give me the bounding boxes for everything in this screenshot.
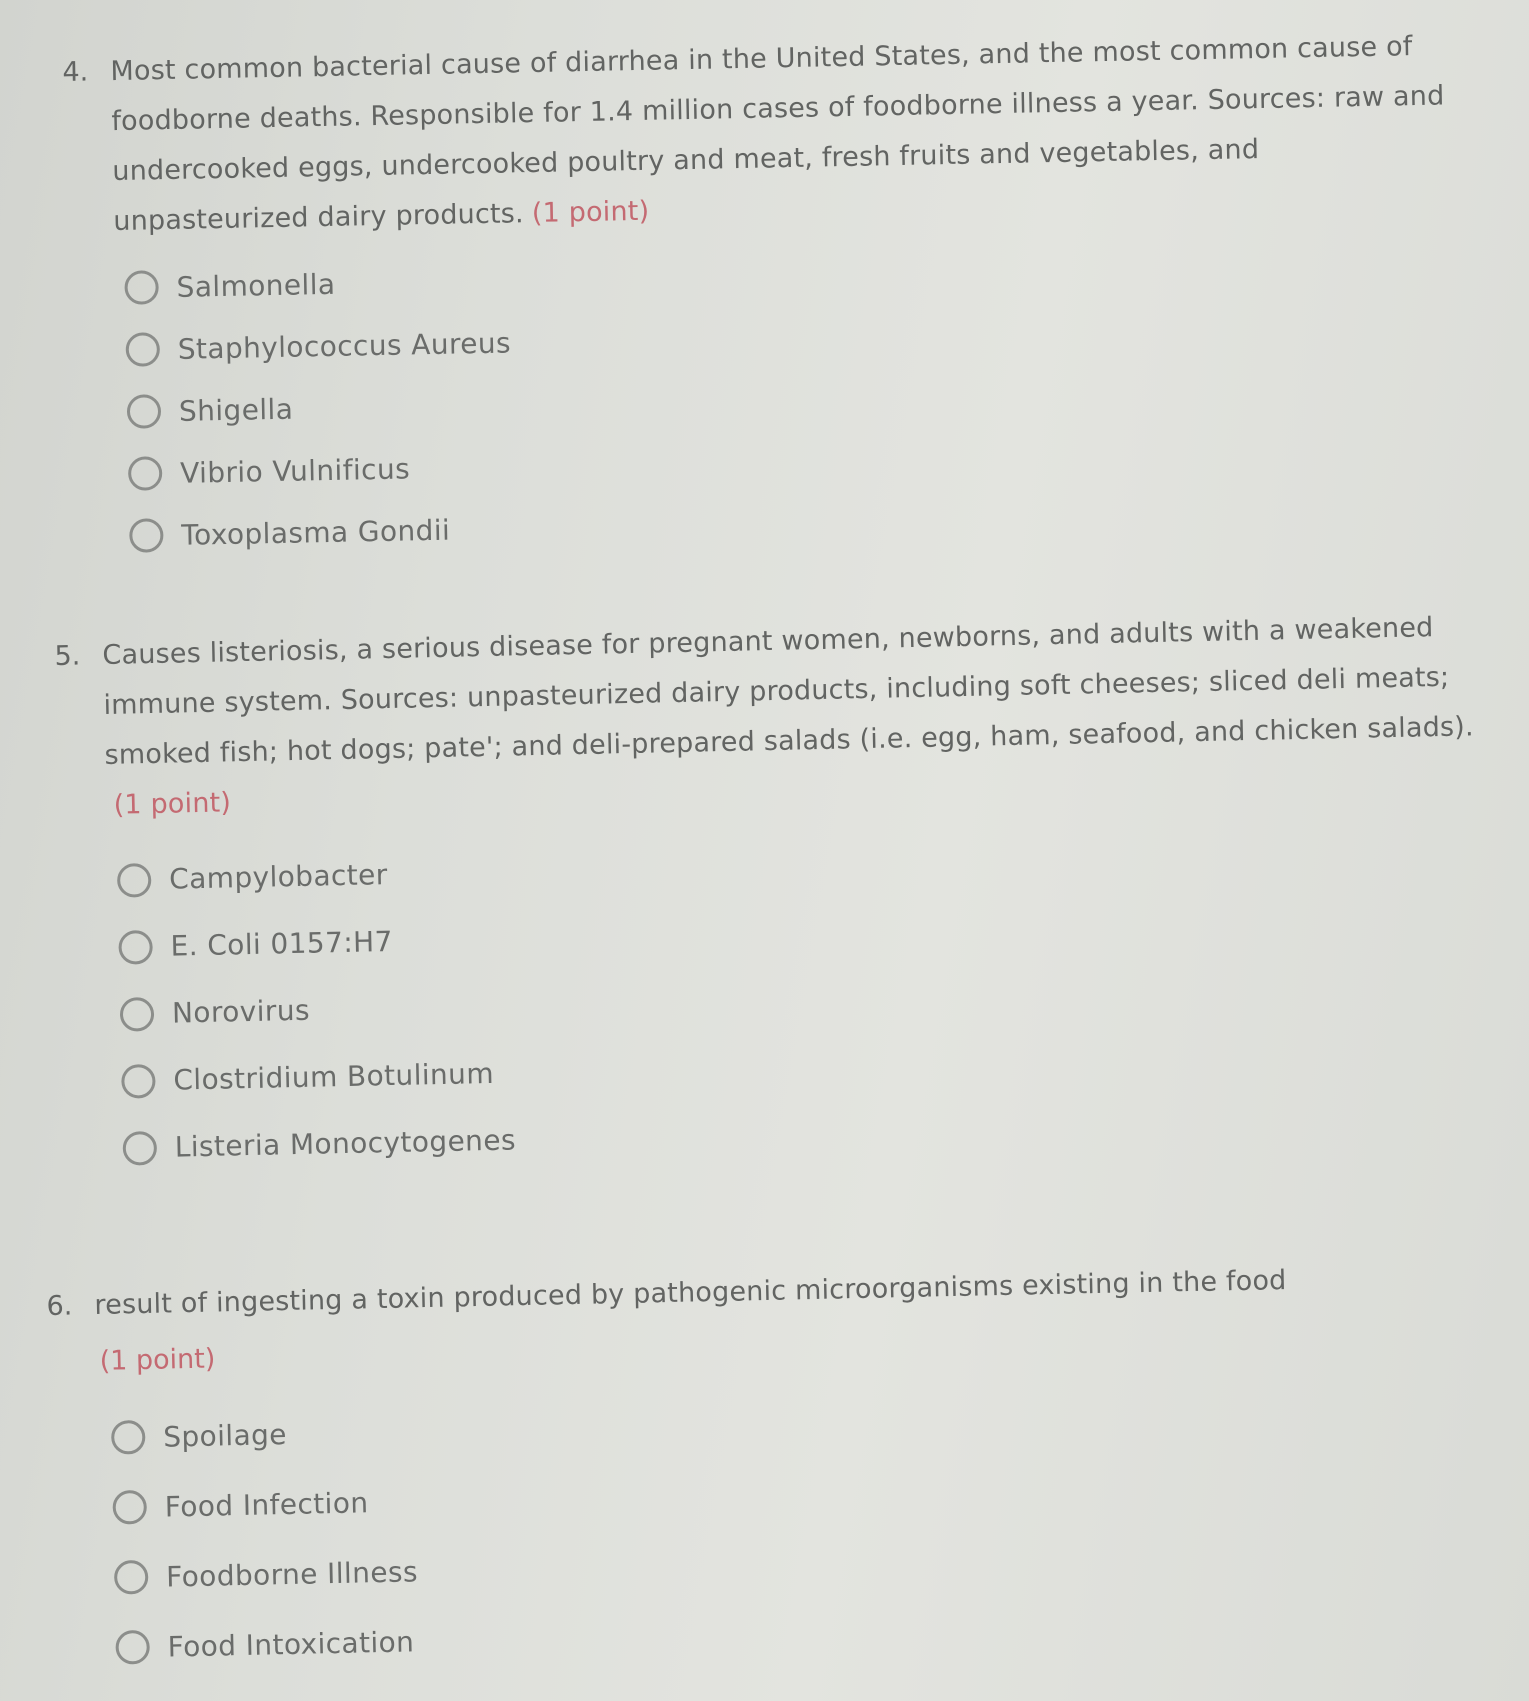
question-text: result of ingesting a toxin produced by pathogenic microorganisms existing in the food <box>94 1265 1287 1321</box>
option-label: Listeria Monocytogenes <box>174 1123 517 1164</box>
answer-options <box>117 818 1486 1181</box>
question-number: 5. <box>54 640 81 672</box>
radio-button-icon[interactable] <box>122 1130 157 1165</box>
radio-button-icon[interactable] <box>114 1560 149 1595</box>
option-label: E. Coli 0157:H7 <box>170 924 394 963</box>
radio-button-icon[interactable] <box>125 332 160 367</box>
question-6 <box>46 1252 1484 1684</box>
radio-button-icon[interactable] <box>117 863 152 898</box>
radio-button-icon[interactable] <box>124 270 159 305</box>
option-label: Food Infection <box>164 1485 369 1524</box>
option-label: Campylobacter <box>168 858 388 896</box>
question-text <box>102 602 1476 831</box>
question-prompt: Most common bacterial cause of diarrhea in the United States, and the most common cause of foodborne deaths. Responsible for 1.4 million cases of foodborne illness a year. Sources: raw and undercooked eggs, undercooked poultry and meat, fresh fruits and vegetables, and unpasteurized dairy products. <box>110 31 1445 238</box>
points-label: (1 point) <box>531 195 650 230</box>
question-5 <box>54 602 1485 1183</box>
radio-button-icon[interactable] <box>118 930 153 965</box>
question-text <box>110 21 1454 247</box>
question-prompt: Causes listeriosis, a serious disease for pregnant women, newborns, and adults with a weakened immune system. Sources: unpasteurized dairy products, including soft cheeses; sliced deli meats; smoked fish; hot dogs; pate'; and deli-prepared salads (i.e. egg, ham, seafood, and chicken salads). <box>102 612 1475 771</box>
radio-button-icon[interactable] <box>128 456 163 491</box>
option-label: Clostridium Botulinum <box>173 1056 495 1097</box>
points-label: (1 point) <box>113 787 232 821</box>
radio-button-icon[interactable] <box>120 996 155 1031</box>
radio-button-icon[interactable] <box>127 394 162 429</box>
radio-button-icon[interactable] <box>129 518 164 553</box>
answer-options <box>111 1374 1485 1683</box>
radio-button-icon[interactable] <box>112 1490 147 1525</box>
option-label: Norovirus <box>171 993 311 1030</box>
points-label: (1 point) <box>99 1343 216 1377</box>
option-label: Spoilage <box>162 1417 288 1454</box>
question-4 <box>62 21 1472 568</box>
radio-button-icon[interactable] <box>111 1420 146 1455</box>
option-label: Salmonella <box>176 267 336 304</box>
option-label: Toxoplasma Gondii <box>181 513 451 552</box>
radio-button-icon[interactable] <box>115 1630 150 1665</box>
option-label: Shigella <box>178 392 294 428</box>
answer-options <box>124 231 1472 567</box>
question-number: 6. <box>46 1290 73 1322</box>
question-number: 4. <box>62 56 89 88</box>
option-label: Vibrio Vulnificus <box>179 451 411 490</box>
option-label: Foodborne Illness <box>165 1554 419 1594</box>
option-label: Staphylococcus Aureus <box>177 325 512 366</box>
radio-button-icon[interactable] <box>121 1063 156 1098</box>
option-label: Food Intoxication <box>167 1624 415 1664</box>
